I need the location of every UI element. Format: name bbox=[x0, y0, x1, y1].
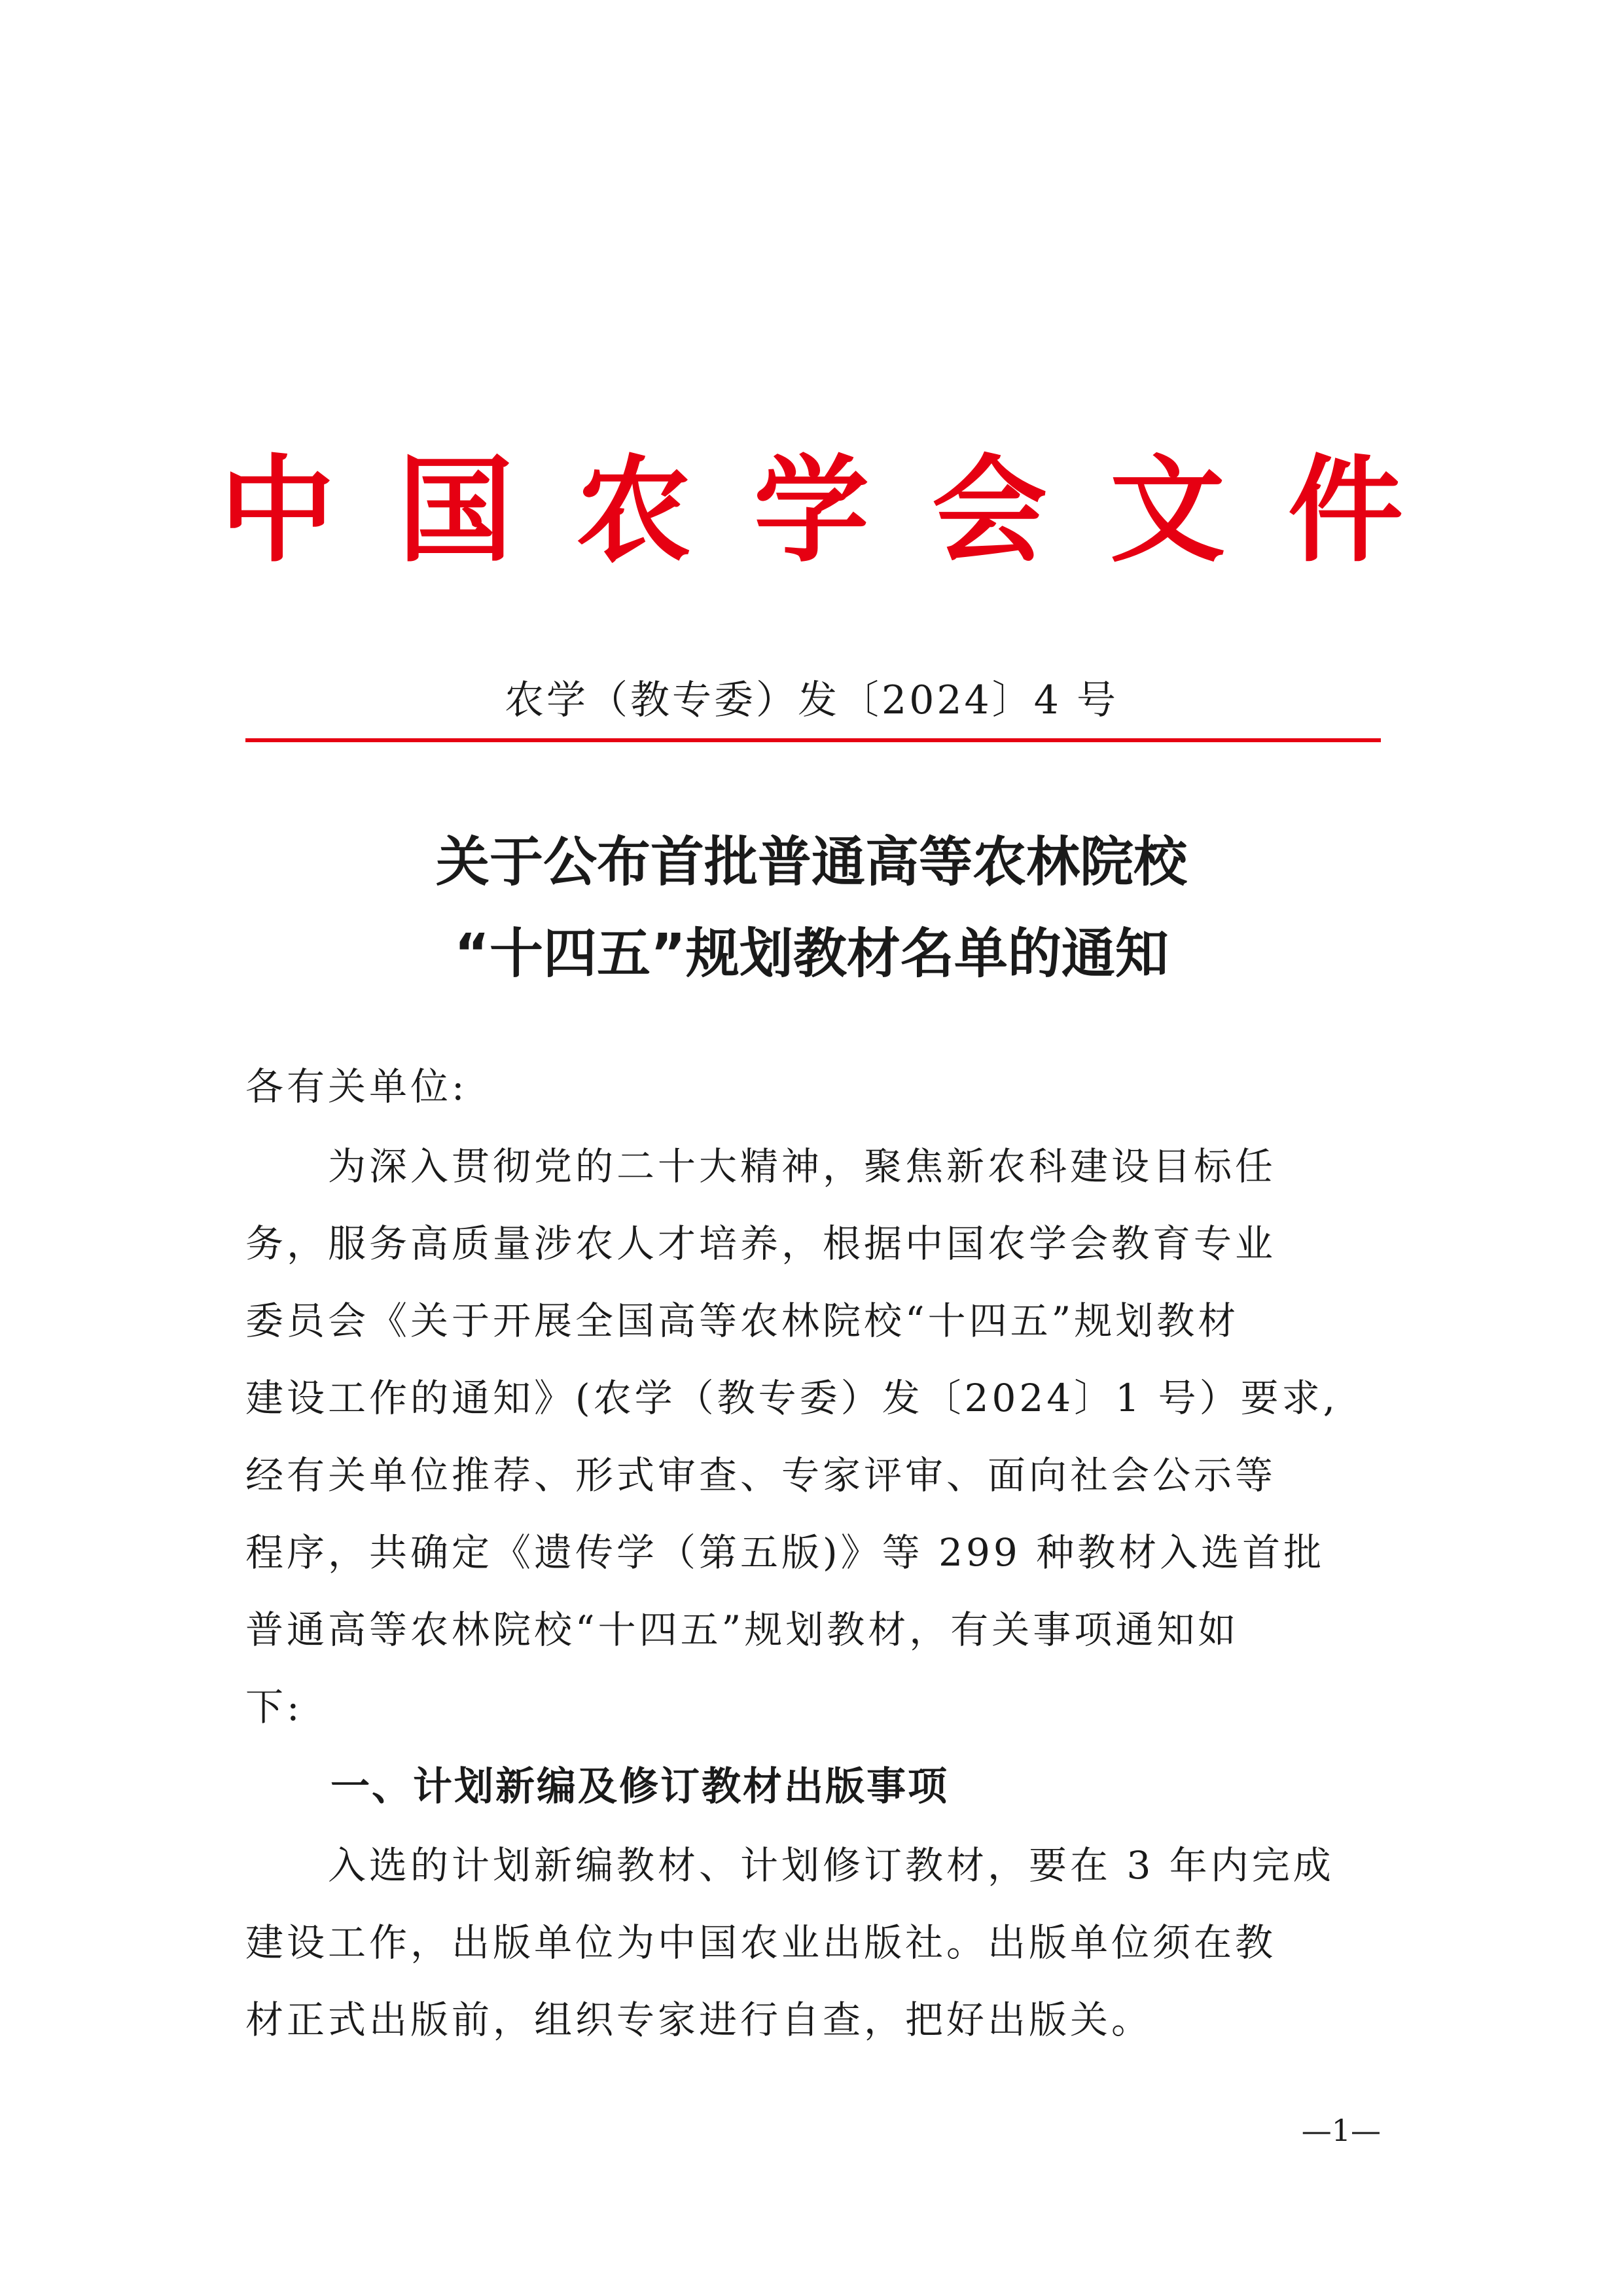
paragraph-1-line-8: 下: bbox=[245, 1685, 303, 1729]
paragraph-1-line-4: 建设工作的通知》(农学（教专委）发〔2024〕1 号）要求, bbox=[245, 1376, 1339, 1420]
paragraph-1-line-3: 委员会《关于开展全国高等农林院校“十四五”规划教材 bbox=[245, 1299, 1240, 1343]
paragraph-1-line-6: 程序，共确定《遗传学（第五版)》等 299 种教材入选首批 bbox=[245, 1530, 1325, 1575]
paragraph-1-line-5: 经有关单位推荐、形式审查、专家评审、面向社会公示等 bbox=[245, 1453, 1277, 1498]
section-1-line-1: 入选的计划新编教材、计划修订教材，要在 3 年内完成 bbox=[245, 1843, 1334, 1888]
paragraph-1-line-1: 为深入贯彻党的二十大精神，聚焦新农科建设目标任 bbox=[245, 1144, 1277, 1189]
paragraph-1-line-2: 务，服务高质量涉农人才培养，根据中国农学会教育专业 bbox=[245, 1221, 1277, 1266]
section-1-heading: 一、计划新编及修订教材出版事项 bbox=[330, 1764, 949, 1810]
paragraph-1-line-7: 普通高等农林院校“十四五”规划教材，有关事项通知如 bbox=[245, 1607, 1240, 1652]
masthead-title: 中国农学会文件 bbox=[219, 442, 1466, 578]
document-number: 农学（教专委）发〔2024〕4 号 bbox=[505, 677, 1118, 723]
red-divider-rule bbox=[245, 738, 1381, 742]
section-1-line-2: 建设工作，出版单位为中国农业出版社。出版单位须在教 bbox=[245, 1920, 1277, 1965]
notice-title-line-2: “十四五”规划教材名单的通知 bbox=[454, 923, 1169, 985]
salutation: 各有关单位: bbox=[245, 1064, 468, 1109]
notice-title-line-1: 关于公布首批普通高等农林院校 bbox=[435, 831, 1187, 893]
section-1-line-3: 材正式出版前，组织专家进行自查，把好出版关。 bbox=[245, 1998, 1153, 2042]
page-number: —1— bbox=[1301, 2113, 1381, 2148]
